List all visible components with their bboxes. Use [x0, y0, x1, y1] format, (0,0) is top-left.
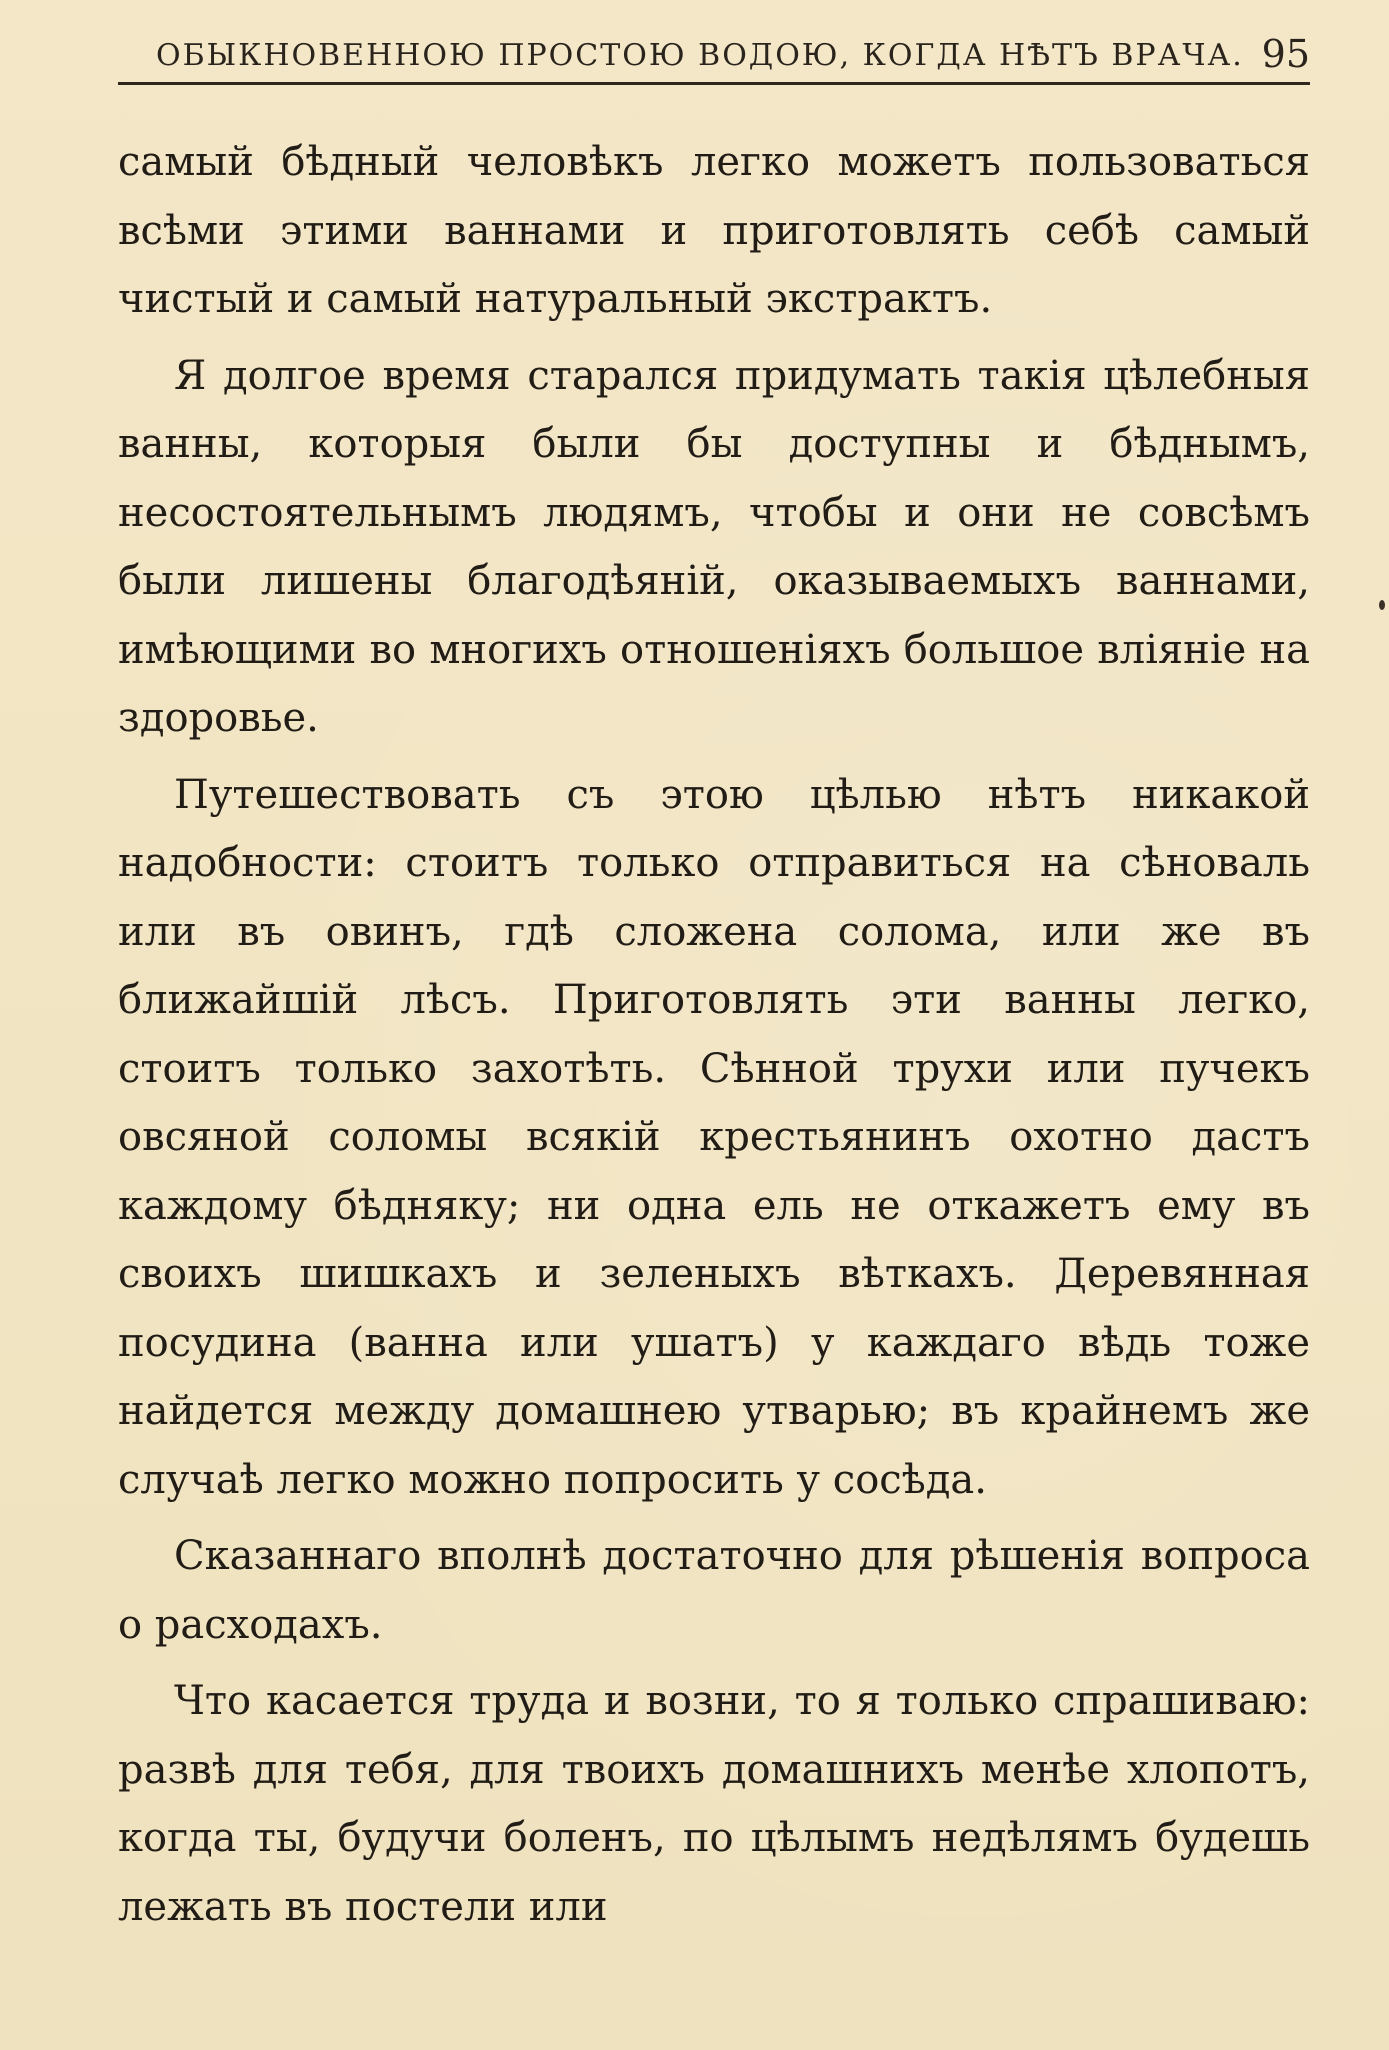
paragraph-4: Сказаннаго вполнѣ достаточно для рѣшенія вопроса о расходахъ. [118, 1533, 1310, 1648]
header-rule [118, 82, 1310, 85]
paragraph-2: Я долгое время старался придумать такія цѣлебныя ванны, которыя были бы доступны и бѣднымъ, несостоятельнымъ людямъ, чтобы и они не совсѣмъ были лишены благодѣяній, оказываемыхъ ваннами, имѣющими во многихъ отношеніяхъ большое вліяніе на здоровье. [118, 352, 1310, 741]
running-header [118, 30, 1310, 86]
page-number: 95 [1261, 32, 1310, 76]
paragraph-5: Что касается труда и возни, то я только спрашиваю: развѣ для тебя, для твоихъ домашнихъ менѣе хлопотъ, когда ты, будучи боленъ, по цѣлымъ недѣлямъ будешь лежать въ постели или [118, 1678, 1310, 1930]
paragraph-1: самый бѣдный человѣкъ легко можетъ пользоваться всѣми этими ваннами и приготовлять себѣ самый чистый и самый натуральный экстрактъ. [118, 139, 1310, 322]
paragraph-3: Путешествовать съ этою цѣлью нѣтъ никакой надобности: стоитъ только отправиться на сѣноваль или въ овинъ, гдѣ сложена солома, или же въ ближайшій лѣсъ. Приготовлять эти ванны легко, стоитъ только захотѣть. Сѣнной трухи или пучекъ овсяной соломы всякій крестьянинъ охотно дастъ каждому бѣдняку; ни одна ель не откажетъ ему въ своихъ шишкахъ и зеленыхъ вѣткахъ. Деревянная посудина (ванна или ушатъ) у каждаго вѣдь тоже найдется между домашнею утварью; въ крайнемъ же случаѣ легко можно попросить у сосѣда. [118, 771, 1310, 1503]
body-text [118, 128, 1310, 1949]
page-edge-mark [1379, 600, 1385, 610]
running-title: ОБЫКНОВЕННОЮ ПРОСТОЮ ВОДОЮ, КОГДА НѢТЪ ВРАЧА. [156, 38, 1244, 73]
